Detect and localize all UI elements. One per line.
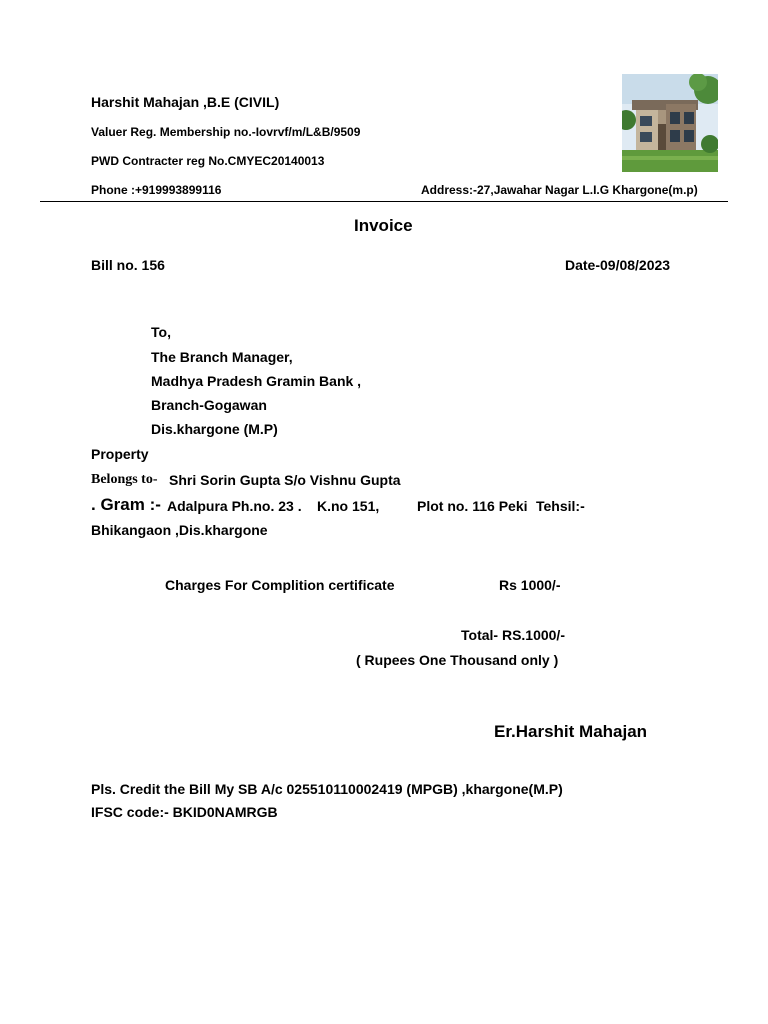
bill-number: Bill no. 156 <box>91 257 165 273</box>
recipient-line-4: Dis.khargone (M.P) <box>151 421 278 437</box>
valuer-registration: Valuer Reg. Membership no.-Iovrvf/m/L&B/9509 <box>91 125 361 139</box>
village-detail: Adalpura Ph.no. 23 . <box>167 498 302 514</box>
header-divider <box>40 201 728 202</box>
ifsc-code: IFSC code:- BKID0NAMRGB <box>91 804 278 820</box>
invoice-title: Invoice <box>354 216 413 235</box>
signature-name: Er.Harshit Mahajan <box>494 722 648 741</box>
tehsil-label: Tehsil:- <box>536 498 585 514</box>
property-location: Bhikangaon ,Dis.khargone <box>91 522 268 538</box>
belongs-to-label: Belongs to- <box>91 472 158 487</box>
charge-amount: Rs 1000/- <box>499 577 561 593</box>
issuer-address: Address:-27,Jawahar Nagar L.I.G Khargone(m.p) <box>421 183 698 197</box>
recipient-line-3: Branch-Gogawan <box>151 397 267 413</box>
plot-number: Plot no. 116 Peki <box>417 498 528 514</box>
recipient-to: To, <box>151 324 171 340</box>
recipient-line-2: Madhya Pradesh Gramin Bank , <box>151 373 362 389</box>
recipient-line-1: The Branch Manager, <box>151 349 293 365</box>
invoice-date: Date-09/08/2023 <box>565 257 671 273</box>
gram-label: . Gram :- <box>91 495 161 514</box>
property-label: Property <box>91 446 149 462</box>
khasra-number: K.no 151, <box>317 498 380 514</box>
total-amount: Total- RS.1000/- <box>461 627 565 643</box>
property-owner: Shri Sorin Gupta S/o Vishnu Gupta <box>169 472 401 488</box>
amount-in-words: ( Rupees One Thousand only ) <box>356 652 559 668</box>
issuer-name: Harshit Mahajan ,B.E (CIVIL) <box>91 94 280 110</box>
house-photo-icon <box>622 74 718 172</box>
bank-credit-line: Pls. Credit the Bill My SB A/c 025510110002419 (MPGB) ,khargone(M.P) <box>91 781 563 797</box>
charge-description: Charges For Complition certificate <box>165 577 395 593</box>
pwd-registration: PWD Contracter reg No.CMYEC20140013 <box>91 154 325 168</box>
phone-number: Phone :+919993899116 <box>91 183 222 197</box>
